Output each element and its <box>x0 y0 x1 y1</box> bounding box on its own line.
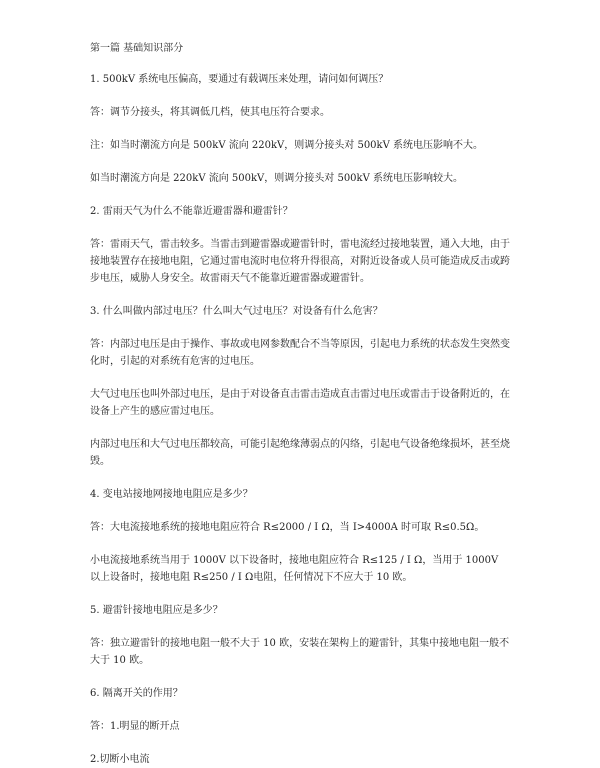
question-3: 3. 什么叫做内部过电压？什么叫大气过电压？对设备有什么危害？ <box>90 306 383 317</box>
answer-6b: 2.切断小电流 <box>90 754 150 765</box>
question-4: 4. 变电站接地网接地电阻应是多少？ <box>90 489 253 500</box>
note-1a: 注：如当时潮流方向是 500kV 流向 220kV，则调分接头对 500kV 系统电压影响不大。 <box>90 140 483 151</box>
answer-1: 答：调节分接头，将其调低几档，使其电压符合要求。 <box>90 107 330 118</box>
question-6: 6. 隔离开关的作用？ <box>90 688 183 699</box>
answer-3a: 答：内部过电压是由于操作、事故或电网参数配合不当等原因，引起电力系统的状态发生突然变化时，引起的对系统有危害的过电压。 <box>90 339 510 367</box>
question-1: 1. 500kV 系统电压偏高，要通过有载调压来处理，请问如何调压？ <box>90 74 389 85</box>
answer-6a: 答：1.明显的断开点 <box>90 721 180 732</box>
answer-4a: 答：大电流接地系统的接地电阻应符合 R≤2000 / I Ω，当 I>4000A 时可取 R≤0.5Ω。 <box>90 522 485 533</box>
answer-3b: 大气过电压也叫外部过电压，是由于对设备直击雷击造成直击雷过电压或雷击于设备附近的，在设备上产生的感应雷过电压。 <box>90 389 510 417</box>
section-title: 第一篇 基础知识部分 <box>90 43 184 54</box>
answer-4b: 小电流接地系统当用于 1000V 以下设备时，接地电阻应符合 R≤125 / I Ω，当用于 1000V 以上设备时，接地电阻 R≤250 / I Ω电阻，任何情况下不应大于 10 欧。 <box>90 555 499 583</box>
answer-2: 答：雷雨天气，雷击较多。当雷击到避雷器或避雷针时，雷电流经过接地装置，通入大地，由于接地装置存在接地电阻，它通过雷电流时电位将升得很高，对附近设备或人员可能造成反击或跨步电压，威胁人身安全。故雷雨天气不能靠近避雷器或避雷针。 <box>90 239 510 284</box>
answer-5: 答：独立避雷针的接地电阻一般不大于 10 欧，安装在架构上的避雷针，其集中接地电阻一般不大于 10 欧。 <box>90 638 510 666</box>
answer-3c: 内部过电压和大气过电压都较高，可能引起绝缘薄弱点的闪络，引起电气设备绝缘损坏，甚至烧毁。 <box>90 439 510 467</box>
question-5: 5. 避雷针接地电阻应是多少？ <box>90 605 223 616</box>
note-1b: 如当时潮流方向是 220kV 流向 500kV，则调分接头对 500kV 系统电压影响较大。 <box>90 173 463 184</box>
question-2: 2. 雷雨天气为什么不能靠近避雷器和避雷针？ <box>90 206 293 217</box>
